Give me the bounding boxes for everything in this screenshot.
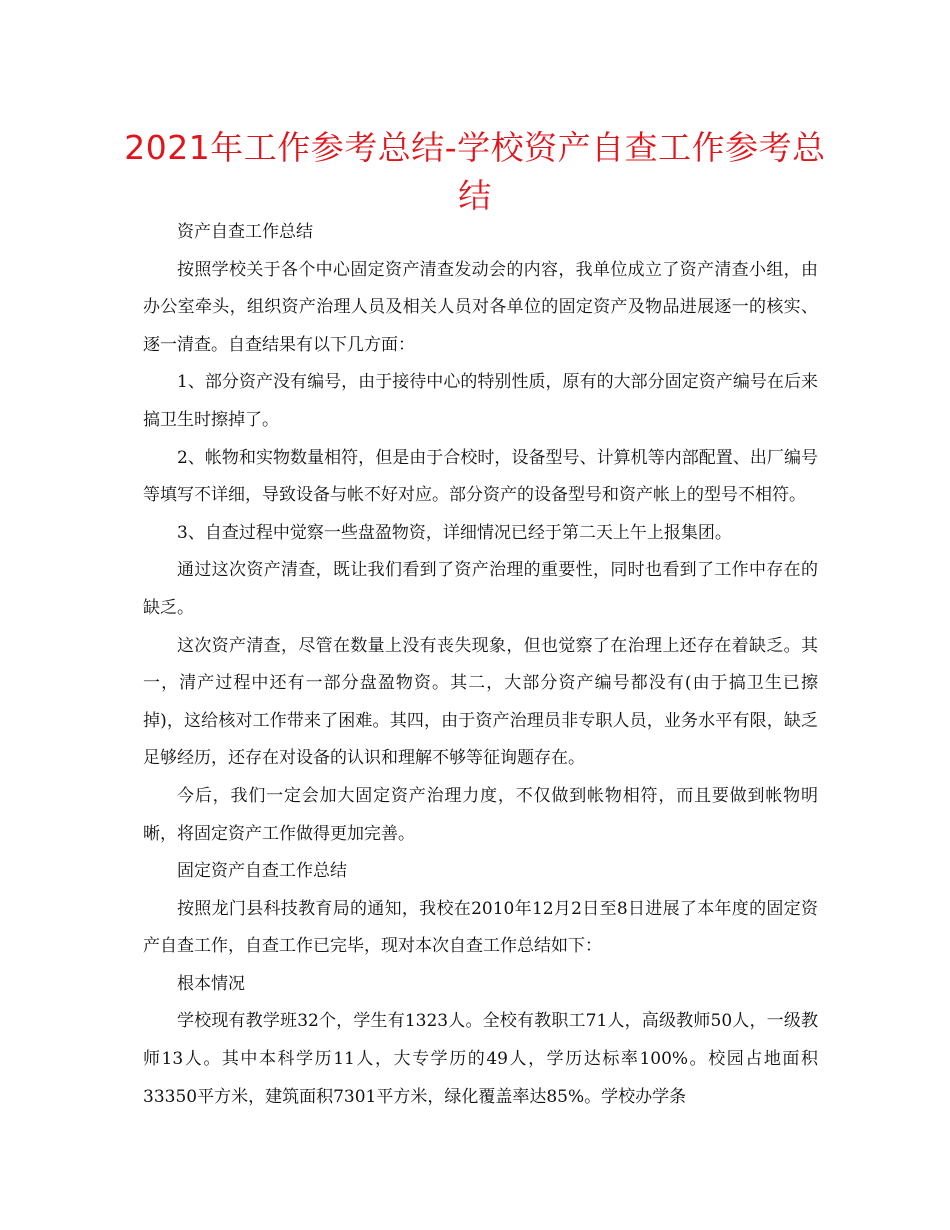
paragraph-reflection: 通过这次资产清查，既让我们看到了资产治理的重要性，同时也看到了工作中存在的缺乏。 (143, 560, 818, 618)
paragraph-future: 今后，我们一定会加大固定资产治理力度，不仅做到帐物相符，而且要做到帐物明晰，将固定资产工作做得更加完善。 (143, 785, 818, 844)
document-body (143, 214, 818, 1116)
paragraph-shortcomings: 这次资产清查，尽管在数量上没有丧失现象，但也觉察了在治理上还存在着缺乏。其一，清产过程中还有一部分盘盈物资。其二，大部分资产编号都没有(由于搞卫生已擦掉)，这给核对工作带来了困难。其四，由于资产治理员非专职人员，业务水平有限，缺乏足够经历，还存在对设备的认识和理解不够等征询题存在。 (143, 635, 818, 769)
section-heading-basic-info: 根本情况 (177, 973, 245, 994)
paragraph-school-info: 学校现有教学班32个，学生有1323人。全校有教职工71人，高级教师50人，一级教师13人。其中本科学历11人，大专学历的49人，学历达标率100%。校园占地面积33350平方米，建筑面积7301平方米，绿化覆盖率达85%。学校办学条 (143, 1011, 818, 1107)
paragraph-item-2: 2、帐物和实物数量相符，但是由于合校时，设备型号、计算机等内部配置、出厂编号等填写不详细，导致设备与帐不好对应。部分资产的设备型号和资产帐上的型号不相符。 (143, 447, 818, 506)
section-heading-fixed-asset: 固定资产自查工作总结 (177, 861, 347, 882)
document-title (120, 124, 830, 220)
paragraph-notice: 按照龙门县科技教育局的通知，我校在2010年12月2日至8日进展了本年度的固定资产自查工作，自查工作已完毕，现对本次自查工作总结如下： (143, 898, 818, 957)
title-line-1: 2021年工作参考总结-学校资产自查工作参考总 (124, 128, 826, 167)
title-line-2: 结 (458, 176, 492, 215)
paragraph-item-1: 1、部分资产没有编号，由于接待中心的特别性质，原有的大部分固定资产编号在后来搞卫生时擦掉了。 (143, 372, 818, 430)
paragraph-item-3: 3、自查过程中觉察一些盘盈物资，详细情况已经于第二天上午上报集团。 (177, 522, 732, 543)
section-heading-asset-self-check: 资产自查工作总结 (177, 222, 313, 242)
paragraph-intro: 按照学校关于各个中心固定资产清查发动会的内容，我单位成立了资产清查小组，由办公室牵头，组织资产治理人员及相关人员对各单位的固定资产及物品进展逐一的核实、逐一清查。自查结果有以下几方面： (143, 259, 818, 355)
